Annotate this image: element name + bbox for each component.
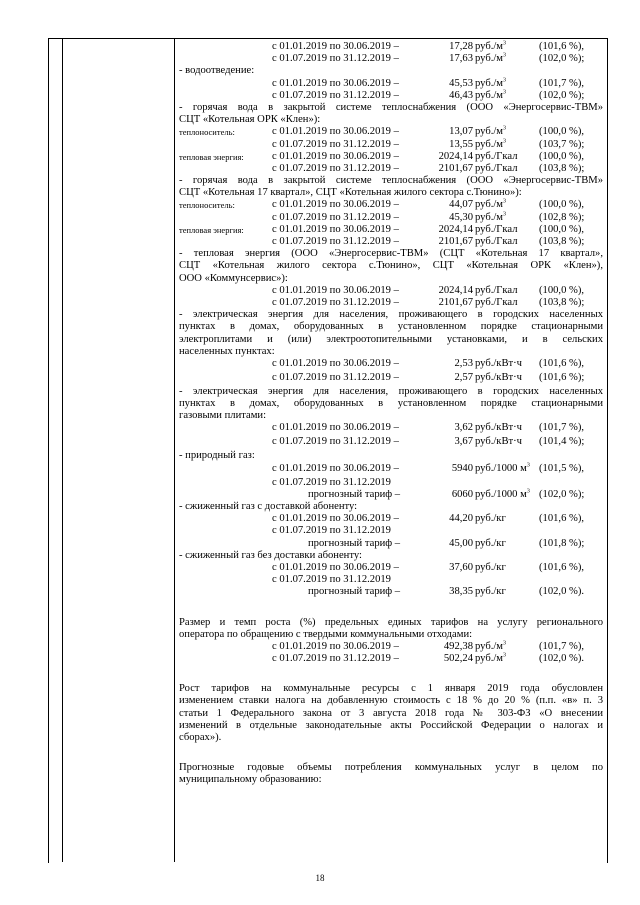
- tariff-label: тепловая энергия:: [179, 151, 244, 162]
- tariff-period: с 01.01.2019 по 30.06.2019 –: [272, 561, 399, 573]
- unit-text: руб./кг: [475, 561, 506, 573]
- paragraph-line: ООО «Коммунсервис»):: [179, 272, 288, 284]
- growth-percent: (101,6 %),: [539, 41, 585, 52]
- tariff-period: с 01.07.2019 по 31.12.2019 –: [272, 211, 399, 223]
- tariff-unit: [475, 489, 530, 501]
- tariff-row: [179, 53, 603, 65]
- growth-percent: (102,0 %).: [539, 653, 585, 665]
- tariff-unit: [475, 538, 506, 550]
- tariff-value: 17,28: [449, 41, 473, 52]
- paragraph-line: СЦТ «Котельная 17 квартал», СЦТ «Котельная жилого сектора с.Тюнино»):: [179, 187, 522, 199]
- unit-text: руб./кВт·ч: [475, 422, 522, 434]
- growth-percent: (101,7 %),: [539, 422, 585, 434]
- tariff-period: с 01.01.2019 по 30.06.2019 –: [272, 41, 399, 52]
- tariff-row: [179, 538, 603, 550]
- tariff-unit: [475, 163, 518, 175]
- tariff-row: [179, 358, 603, 372]
- paragraph: [179, 175, 603, 199]
- tariff-label: теплоноситель:: [179, 200, 235, 211]
- tariff-unit: [475, 513, 506, 525]
- tariff-value: 2024,14: [438, 150, 473, 162]
- tariff-period: с 01.07.2019 по 31.12.2019: [272, 574, 391, 586]
- tariff-value: 45,30: [449, 211, 473, 223]
- tariff-period: с 01.01.2019 по 30.06.2019 –: [272, 284, 399, 296]
- tariff-row: [179, 297, 603, 309]
- section-heading: - природный газ:: [179, 450, 255, 462]
- tariff-row: [179, 236, 603, 248]
- tariff-unit: [475, 41, 506, 53]
- paragraph: [179, 386, 603, 423]
- tariff-value: 2101,67: [438, 236, 473, 247]
- tariff-value: 46,43: [449, 89, 473, 101]
- unit-text: руб./Гкал: [475, 296, 518, 308]
- tariff-unit: [475, 151, 518, 163]
- tariff-value: 38,35: [449, 586, 473, 598]
- forecast-label: прогнозный тариф –: [308, 537, 401, 549]
- tariff-period: с 01.07.2019 по 31.12.2019 –: [272, 236, 399, 247]
- unit-text: руб./м: [475, 199, 503, 211]
- paragraph-line: сборах»).: [179, 732, 222, 743]
- tariff-value: 45,00: [449, 537, 473, 549]
- tariff-unit: [475, 422, 522, 434]
- paragraph: [179, 309, 603, 358]
- growth-percent: (103,7 %);: [539, 138, 585, 150]
- growth-percent: (100,0 %),: [539, 199, 585, 211]
- growth-percent: (100,0 %),: [539, 223, 585, 235]
- paragraph: [179, 102, 603, 126]
- unit-superscript: 3: [503, 640, 506, 647]
- tariff-unit: [475, 53, 506, 65]
- unit-text: руб./Гкал: [475, 284, 518, 296]
- unit-text: руб./м: [475, 138, 503, 150]
- unit-text: руб./м: [475, 41, 503, 52]
- unit-text: руб./Гкал: [475, 236, 518, 247]
- tariff-value: 13,07: [449, 126, 473, 138]
- unit-text: руб./кг: [475, 513, 506, 525]
- tariff-unit: [475, 586, 506, 598]
- paragraph-line: - горячая вода в закрытой системе теплоснабжения (ООО «Энергосервис-ТВМ»: [179, 175, 603, 187]
- tariff-value: 37,60: [449, 561, 473, 573]
- unit-text: руб./1000 м: [475, 488, 527, 500]
- tariff-row: [179, 463, 603, 477]
- unit-text: руб./кВт·ч: [475, 436, 522, 448]
- growth-percent: (101,7 %),: [539, 77, 585, 89]
- tariff-value: 2101,67: [438, 162, 473, 174]
- tariff-unit: [475, 90, 506, 102]
- paragraph: [179, 617, 603, 641]
- growth-percent: (102,8 %);: [539, 211, 585, 223]
- paragraph-line: - электрическая энергия для населения, проживающего в городских населенных: [179, 309, 603, 321]
- growth-percent: (102,0 %);: [539, 53, 585, 65]
- paragraph-line: - горячая вода в закрытой системе теплоснабжения (ООО «Энергосервис-ТВМ»: [179, 101, 603, 113]
- unit-superscript: 3: [503, 211, 506, 218]
- paragraph-line: электроплитами и (или) электроотопительными установками, и в сельских: [179, 333, 603, 345]
- growth-percent: (102,0 %);: [539, 89, 585, 101]
- tariff-row: [179, 224, 603, 236]
- tariff-period: с 01.01.2019 по 30.06.2019 –: [272, 357, 399, 369]
- tariff-unit: [475, 297, 518, 309]
- tariff-row: [179, 525, 603, 537]
- tariff-period: с 01.01.2019 по 30.06.2019 –: [272, 77, 399, 89]
- unit-text: руб./м: [475, 89, 503, 101]
- tariff-unit: [475, 78, 506, 90]
- unit-superscript: 3: [503, 137, 506, 144]
- paragraph-line: пунктах в домах, оборудованных в установленном порядке стационарными: [179, 398, 603, 410]
- tariff-unit: [475, 224, 518, 236]
- unit-text: руб./кВт·ч: [475, 357, 522, 369]
- unit-superscript: 3: [526, 462, 530, 469]
- tariff-period: с 01.01.2019 по 30.06.2019 –: [272, 199, 399, 211]
- growth-percent: (101,8 %);: [539, 537, 585, 549]
- section-heading: - водоотведение:: [179, 65, 255, 77]
- paragraph-line: газовыми плитами:: [179, 410, 267, 422]
- tariff-period: с 01.07.2019 по 31.12.2019 –: [272, 436, 399, 448]
- tariff-unit: [475, 199, 506, 211]
- paragraph: [179, 683, 603, 744]
- paragraph-line: - электрическая энергия для населения, проживающего в городских населенных: [179, 385, 603, 397]
- tariff-period: с 01.07.2019 по 31.12.2019 –: [272, 53, 399, 65]
- tariff-value: 2,53: [454, 357, 473, 369]
- paragraph-line: СЦТ «Котельная ОРК «Клен»):: [179, 114, 321, 126]
- tariff-value: 13,55: [449, 138, 473, 150]
- tariff-value: 5940: [451, 462, 473, 474]
- growth-percent: (100,0 %),: [539, 284, 585, 296]
- growth-percent: (101,5 %),: [539, 462, 585, 474]
- tariff-period: с 01.07.2019 по 31.12.2019 –: [272, 138, 399, 150]
- tariff-value: 17,63: [449, 53, 473, 65]
- column-divider: [62, 38, 63, 862]
- paragraph-line: пунктах в домах, оборудованных в установленном порядке стационарными: [179, 321, 603, 333]
- tariff-value: 492,38: [443, 640, 473, 652]
- unit-text: руб./м: [475, 126, 503, 138]
- growth-percent: (102,0 %);: [539, 488, 585, 500]
- tariff-value: 3,67: [454, 436, 473, 448]
- paragraph-line: изменений в отдельные законодательные акты Российской Федерации о налогах и: [179, 719, 603, 731]
- paragraph: [179, 248, 603, 285]
- tariff-value: 2101,67: [438, 296, 473, 308]
- tariff-unit: [475, 562, 506, 574]
- tariff-period: с 01.01.2019 по 30.06.2019 –: [272, 223, 399, 235]
- tariff-row: [179, 436, 603, 450]
- tariff-row: [179, 212, 603, 224]
- tariff-row: [179, 489, 603, 501]
- tariff-unit: [475, 126, 506, 138]
- unit-superscript: 3: [503, 652, 506, 659]
- paragraph-line: СЦТ «Котельная жилого сектора с.Тюнино», СЦТ «Котельная ОРК «Клен»),: [179, 260, 603, 272]
- tariff-unit: [475, 463, 530, 475]
- paragraph-line: населенных пунктах:: [179, 345, 275, 357]
- tariff-row: [179, 653, 603, 665]
- unit-text: руб./1000 м: [475, 462, 527, 474]
- tariff-value: 44,07: [449, 199, 473, 211]
- tariff-value: 45,53: [449, 77, 473, 89]
- unit-superscript: 3: [503, 198, 506, 205]
- growth-percent: (101,6 %),: [539, 513, 585, 525]
- tariff-unit: [475, 285, 518, 297]
- unit-text: руб./кг: [475, 537, 506, 549]
- column-divider: [174, 38, 175, 862]
- unit-text: руб./м: [475, 640, 503, 652]
- section-heading: - сжиженный газ без доставки абоненту:: [179, 549, 362, 561]
- tariff-unit: [475, 139, 506, 151]
- unit-text: руб./Гкал: [475, 162, 518, 174]
- growth-percent: (101,6 %);: [539, 371, 585, 383]
- paragraph-line: Рост тарифов на коммунальные ресурсы с 1 января 2019 года обусловлен: [179, 683, 603, 695]
- unit-text: руб./кг: [475, 586, 506, 598]
- tariff-period: с 01.01.2019 по 30.06.2019 –: [272, 126, 399, 138]
- spacer: [179, 744, 603, 762]
- growth-percent: (101,7 %),: [539, 640, 585, 652]
- tariff-row: [179, 78, 603, 90]
- growth-percent: (101,6 %),: [539, 357, 585, 369]
- section-heading: - сжиженный газ с доставкой абоненту:: [179, 501, 358, 512]
- tariff-period: с 01.07.2019 по 31.12.2019: [272, 476, 391, 488]
- tariff-value: 2024,14: [438, 284, 473, 296]
- unit-superscript: 3: [503, 125, 506, 132]
- unit-text: руб./м: [475, 653, 503, 665]
- growth-percent: (103,8 %);: [539, 162, 585, 174]
- tariff-period: с 01.07.2019 по 31.12.2019 –: [272, 162, 399, 174]
- tariff-row: [179, 574, 603, 586]
- unit-superscript: 3: [503, 89, 506, 96]
- tariff-unit: [475, 372, 522, 384]
- unit-text: руб./м: [475, 77, 503, 89]
- unit-text: руб./Гкал: [475, 223, 518, 235]
- tariff-period: с 01.07.2019 по 31.12.2019 –: [272, 371, 399, 383]
- growth-percent: (103,8 %);: [539, 236, 585, 247]
- spacer: [179, 665, 603, 683]
- tariff-period: с 01.07.2019 по 31.12.2019 –: [272, 296, 399, 308]
- unit-superscript: 3: [503, 40, 506, 47]
- tariff-period: с 01.07.2019 по 31.12.2019 –: [272, 653, 399, 665]
- unit-text: руб./кВт·ч: [475, 371, 522, 383]
- paragraph-line: - тепловая энергия (ООО «Энергосервис-ТВМ» (СЦТ «Котельная 17 квартал»,: [179, 248, 603, 260]
- growth-percent: (101,6 %),: [539, 561, 585, 573]
- unit-superscript: 3: [503, 77, 506, 84]
- paragraph-line: изменением ставки налога на добавленную стоимость с 18 % до 20 % (п.п. «в» п. 3: [179, 695, 603, 707]
- paragraph-line: статьи 1 Федерального закона от 3 августа 2018 года № 303-ФЗ «О внесении: [179, 707, 603, 719]
- tariff-row: [179, 372, 603, 386]
- tariff-row: [179, 163, 603, 175]
- growth-percent: (100,0 %),: [539, 126, 585, 138]
- tariff-label: теплоноситель:: [179, 127, 235, 138]
- tariff-unit: [475, 212, 506, 224]
- tariff-value: 502,24: [443, 653, 473, 665]
- tariff-period: с 01.01.2019 по 30.06.2019 –: [272, 513, 399, 525]
- tariff-row: [179, 139, 603, 151]
- tariff-value: 3,62: [454, 422, 473, 434]
- unit-text: руб./м: [475, 211, 503, 223]
- tariff-row: [179, 151, 603, 163]
- spacer: [179, 599, 603, 617]
- tariff-unit: [475, 436, 522, 448]
- tariff-period: с 01.01.2019 по 30.06.2019 –: [272, 640, 399, 652]
- tariff-unit: [475, 653, 506, 665]
- tariff-value: 6060: [451, 488, 473, 500]
- tariff-row: [179, 199, 603, 211]
- tariff-value: 2024,14: [438, 223, 473, 235]
- tariff-row: [179, 641, 603, 653]
- paragraph-line: Прогнозные годовые объемы потребления коммунальных услуг в целом по: [179, 762, 603, 774]
- document-content: [179, 41, 603, 787]
- growth-percent: (102,0 %).: [539, 586, 585, 598]
- tariff-row: [179, 586, 603, 598]
- tariff-period: с 01.07.2019 по 31.12.2019: [272, 525, 391, 537]
- tariff-value: 44,20: [449, 513, 473, 525]
- tariff-row: [179, 513, 603, 525]
- forecast-label: прогнозный тариф –: [308, 488, 401, 500]
- tariff-row: [179, 90, 603, 102]
- tariff-row: [179, 126, 603, 138]
- tariff-unit: [475, 641, 506, 653]
- tariff-value: 2,57: [454, 371, 473, 383]
- unit-text: руб./Гкал: [475, 150, 518, 162]
- forecast-label: прогнозный тариф –: [308, 586, 401, 598]
- tariff-period: с 01.01.2019 по 30.06.2019 –: [272, 462, 399, 474]
- paragraph-line: оператора по обращению с твердыми коммунальными отходами:: [179, 628, 473, 640]
- tariff-row: [179, 422, 603, 436]
- tariff-period: с 01.07.2019 по 31.12.2019 –: [272, 89, 399, 101]
- growth-percent: (100,0 %),: [539, 150, 585, 162]
- unit-superscript: 3: [503, 52, 506, 59]
- paragraph: [179, 762, 603, 786]
- page-number: 18: [315, 873, 325, 883]
- tariff-period: с 01.01.2019 по 30.06.2019 –: [272, 422, 399, 434]
- tariff-row: [179, 477, 603, 489]
- tariff-row: [179, 41, 603, 53]
- unit-text: руб./м: [475, 53, 503, 65]
- tariff-unit: [475, 236, 518, 248]
- paragraph-line: муниципальному образованию:: [179, 774, 322, 786]
- unit-superscript: 3: [526, 488, 530, 495]
- growth-percent: (103,8 %);: [539, 296, 585, 308]
- tariff-row: [179, 562, 603, 574]
- tariff-unit: [475, 358, 522, 370]
- tariff-label: тепловая энергия:: [179, 224, 244, 235]
- tariff-period: с 01.01.2019 по 30.06.2019 –: [272, 150, 399, 162]
- paragraph-line: Размер и темп роста (%) предельных единых тарифов на услугу регионального: [179, 616, 603, 628]
- growth-percent: (101,4 %);: [539, 436, 585, 448]
- tariff-row: [179, 285, 603, 297]
